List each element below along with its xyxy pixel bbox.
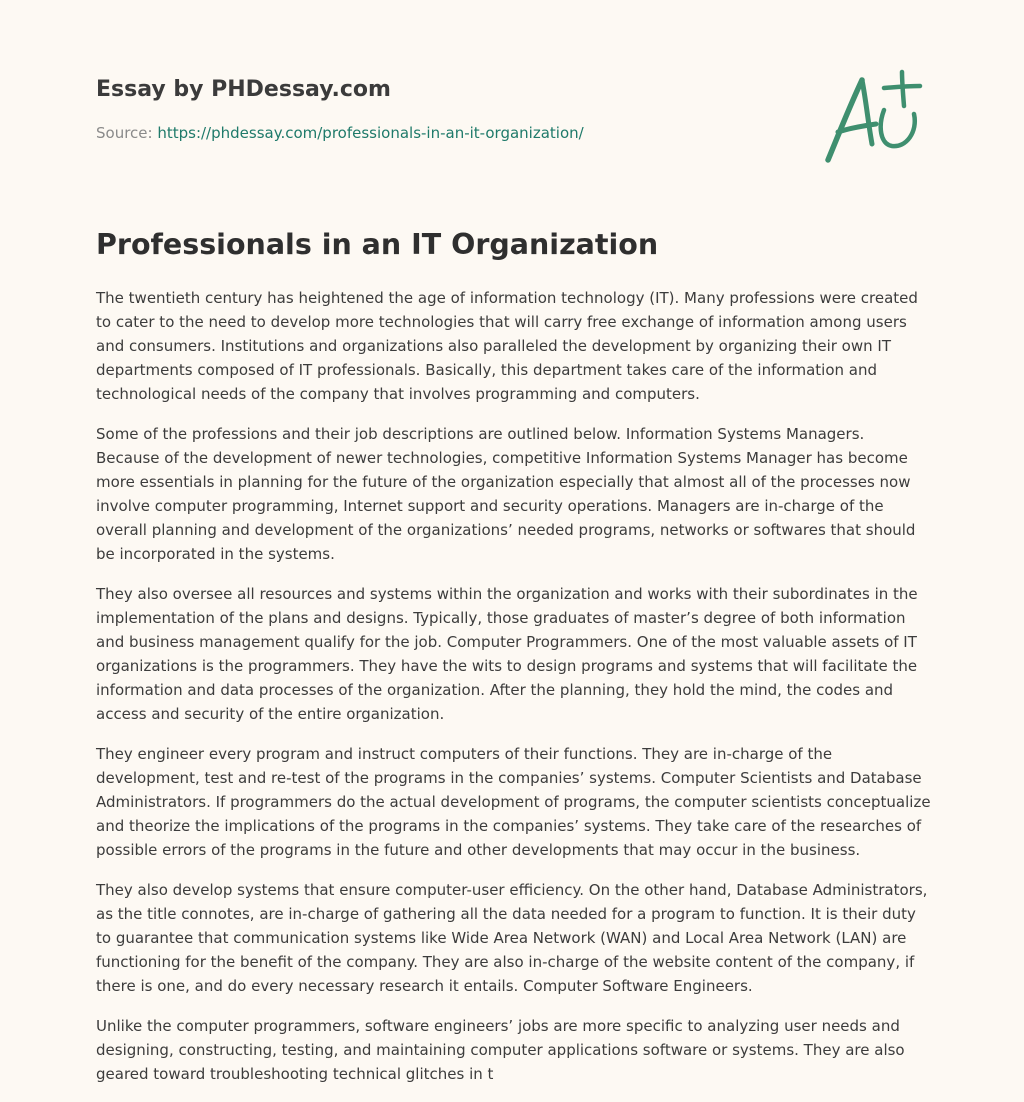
essay-paragraph: Unlike the computer programmers, software engineers’ jobs are more specific to analyzing user needs and designing, constructing, testing, and maintaining computer applications software or systems. They are also geared toward troubleshooting technical glitches in t (96, 1017, 905, 1083)
source-label: Source: (96, 124, 158, 142)
essay-paragraph: The twentieth century has heightened the age of information technology (IT). Many professions were created to cater to the need to develop more technologies that will carry free exchange of information among users and consumers. Institutions and organizations also paralleled the development by organizing their own IT departments composed of IT professionals. Basically, this department takes care of the information and technological needs of the company that involves programming and computers. (96, 289, 918, 403)
essay-paragraph: They also develop systems that ensure computer-user efficiency. On the other hand, Database Administrators, as the title connotes, are in-charge of gathering all the data needed for a program to function. It is their duty to guarantee that communication systems like Wide Area Network (WAN) and Local Area Network (LAN) are functioning for the benefit of the company. They are also in-charge of the website content of the company, if there is one, and do every necessary research it entails. Computer Software Engineers. (96, 881, 928, 995)
essay-paragraph: Some of the professions and their job descriptions are outlined below. Information Systems Managers. Because of the development of newer technologies, competitive Information Systems Manager has become more essentials in planning for the future of the organization especially that almost all of the processes now involve computer programming, Internet support and security operations. Managers are in-charge of the overall planning and development of the organizations’ needed programs, networks or softwares that should be incorporated in the systems. (96, 425, 916, 563)
source-line (96, 123, 584, 143)
essay-body (96, 286, 932, 1102)
essay-page (96, 0, 932, 1100)
site-brand: Essay by PHDessay.com (96, 77, 391, 102)
essay-paragraph: They also oversee all resources and systems within the organization and works with their subordinates in the implementation of the plans and designs. Typically, those graduates of master’s degree of both information and business management qualify for the job. Computer Programmers. One of the most valuable assets of IT organizations is the programmers. They have the wits to design programs and systems that will facilitate the information and data processes of the organization. After the planning, they hold the mind, the codes and access and security of the entire organization. (96, 585, 918, 723)
a-plus-logo-icon (822, 66, 926, 166)
essay-title: Professionals in an IT Organization (96, 228, 659, 261)
source-link[interactable]: https://phdessay.com/professionals-in-an-it-organization/ (157, 124, 584, 142)
essay-paragraph: They engineer every program and instruct computers of their functions. They are in-charge of the development, test and re-test of the programs in the companies’ systems. Computer Scientists and Database Administrators. If programmers do the actual development of programs, the computer scientists conceptualize and theorize the implications of the programs in the companies’ systems. They take care of the researches of possible errors of the programs in the future and other developments that may occur in the business. (96, 745, 931, 859)
